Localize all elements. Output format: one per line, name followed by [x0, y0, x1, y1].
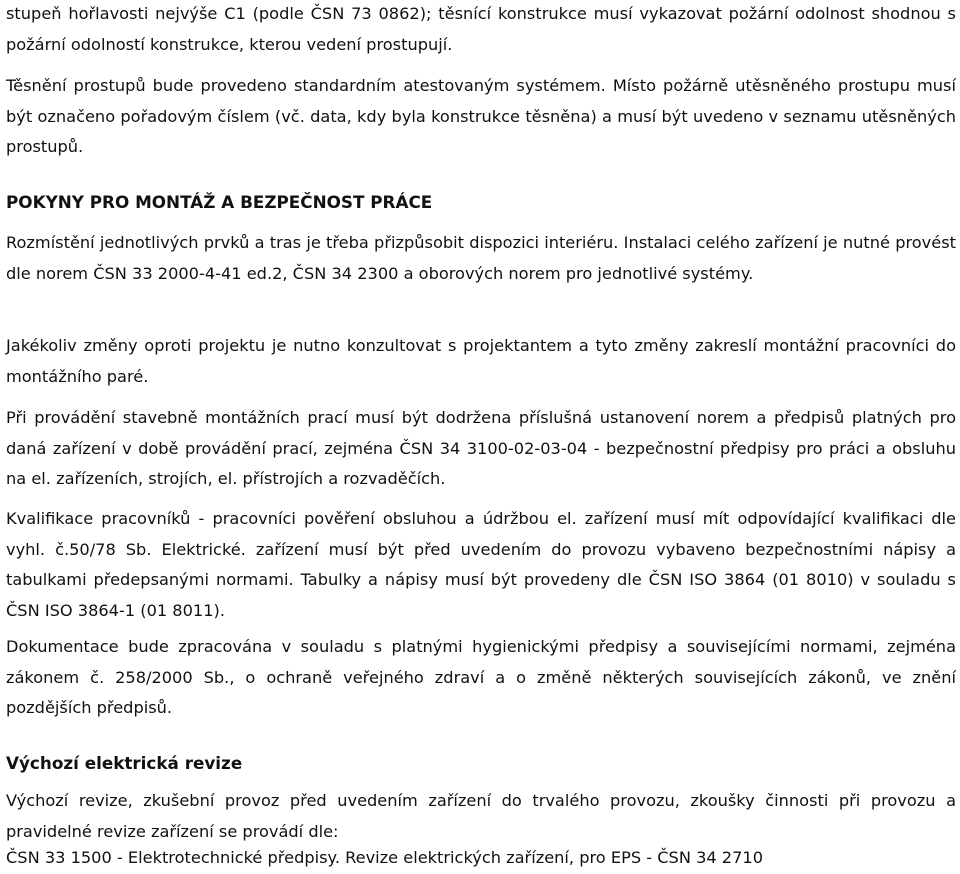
heading-initial-revision: Výchozí elektrická revize	[6, 753, 243, 773]
paragraph-worker-qualification: Kvalifikace pracovníků - pracovníci pověření obsluhou a údržbou el. zařízení musí mít odpovídající kvalifikaci dle vyhl. č.50/78 Sb. Elektrické. zařízení musí být před uvedením do provozu vybaveno bezpečnostními nápisy a tabulkami předepsanými normami. Tabulky a nápisy musí být provedeny dle ČSN ISO 3864 (01 8010) v souladu s ČSN ISO 3864-1 (01 8011).	[6, 509, 956, 620]
paragraph-penetration-sealing: Těsnění prostupů bude provedeno standardním atestovaným systémem. Místo požárně utěsněného prostupu musí být označeno pořadovým číslem (vč. data, kdy byla konstrukce těsněna) a musí být uvedeno v seznamu utěsněných prostupů.	[6, 76, 956, 156]
paragraph-fire-seal-material: stupeň hořlavosti nejvýše C1 (podle ČSN 73 0862); těsnící konstrukce musí vykazovat požární odolnost shodnou s požární odolností konstrukce, kterou vedení prostupují.	[6, 4, 956, 54]
paragraph-project-changes: Jakékoliv změny oproti projektu je nutno konzultovat s projektantem a tyto změny zakreslí montážní pracovníci do montážního paré.	[6, 336, 956, 386]
paragraph-revision-standard: ČSN 33 1500 - Elektrotechnické předpisy. Revize elektrických zařízení, pro EPS - ČSN 34 2710	[6, 848, 764, 867]
paragraph-work-regulations: Při provádění stavebně montážních prací musí být dodržena příslušná ustanovení norem a předpisů platných pro daná zařízení v době provádění prací, zejména ČSN 34 3100-02-03-04 - bezpečnostní předpisy pro práci a obsluhu na el. zařízeních, strojích, el. přístrojích a rozvaděčích.	[6, 408, 956, 488]
heading-installation-safety: POKYNY PRO MONTÁŽ A BEZPEČNOST PRÁCE	[6, 192, 433, 212]
paragraph-revision-procedure: Výchozí revize, zkušební provoz před uvedením zařízení do trvalého provozu, zkoušky činnosti při provozu a pravidelné revize zařízení se provádí dle:	[6, 791, 956, 841]
paragraph-layout-standards: Rozmístění jednotlivých prvků a tras je třeba přizpůsobit dispozici interiéru. Instalaci celého zařízení je nutné provést dle norem ČSN 33 2000-4-41 ed.2, ČSN 34 2300 a oborových norem pro jednotlivé systémy.	[6, 233, 956, 283]
paragraph-hygiene-documentation: Dokumentace bude zpracována v souladu s platnými hygienickými předpisy a souvisejícími normami, zejména zákonem č. 258/2000 Sb., o ochraně veřejného zdraví a o změně některých souvisejících zákonů, ve znění pozdějších předpisů.	[6, 637, 956, 717]
